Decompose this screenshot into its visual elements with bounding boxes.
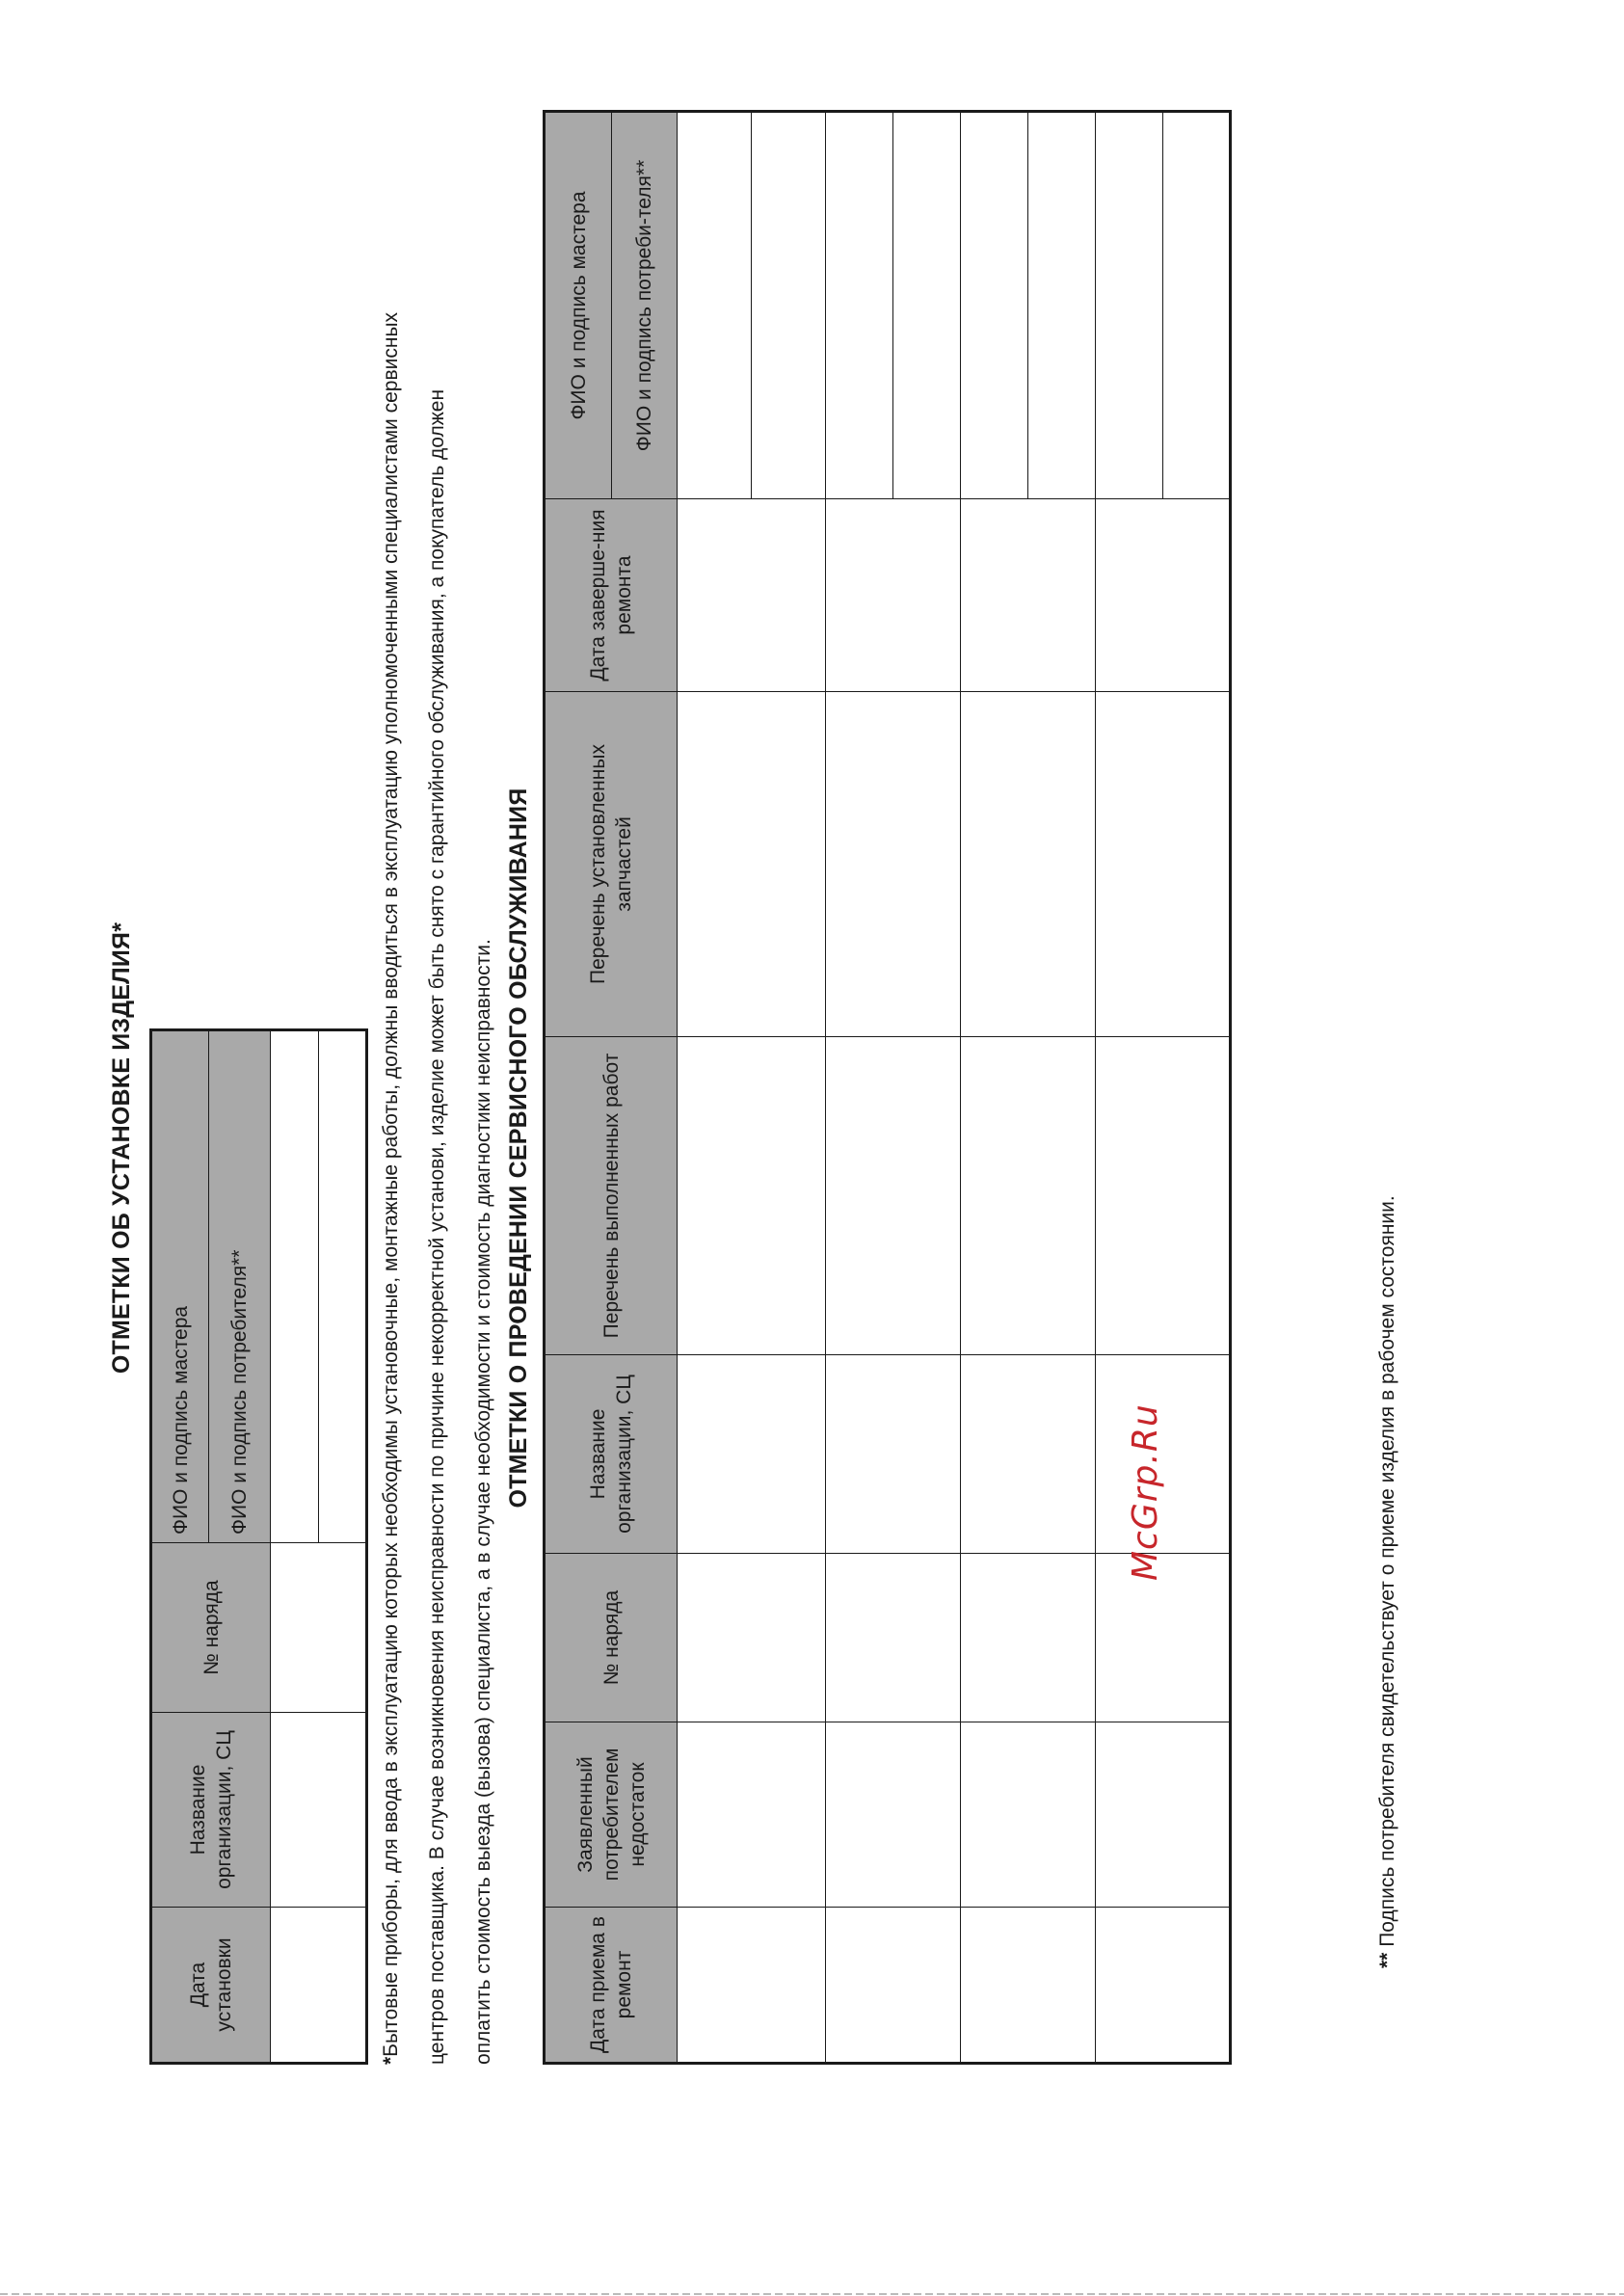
scan-edge-line [0, 2293, 1624, 2295]
consumer-cell[interactable] [752, 112, 826, 499]
header-service-organization: Название организации, СЦ [545, 1355, 678, 1554]
works-cell[interactable] [826, 1037, 961, 1355]
parts-cell[interactable] [678, 692, 826, 1037]
defect-cell[interactable] [1096, 1722, 1231, 1908]
works-cell[interactable] [1096, 1037, 1231, 1355]
receive-date-cell[interactable] [826, 1908, 961, 2064]
service-row [1096, 112, 1163, 2064]
defect-cell[interactable] [961, 1722, 1096, 1908]
note-line-1: *Бытовые приборы, для ввода в эксплуатацию которых необходимы установочные, монтажные работы, должны вводиться в эксплуатацию уполномоченными специалистами сервисных [380, 311, 402, 2065]
defect-cell[interactable] [826, 1722, 961, 1908]
parts-cell[interactable] [1096, 692, 1231, 1037]
service-title: ОТМЕТКИ О ПРОВЕДЕНИИ СЕРВИСНОГО ОБСЛУЖИВАНИЯ [505, 788, 532, 1508]
install-organization-cell[interactable] [271, 1713, 367, 1908]
complete-date-cell[interactable] [1096, 499, 1231, 692]
master-cell[interactable] [1096, 112, 1163, 499]
install-date-cell[interactable] [271, 1908, 367, 2064]
organization-cell[interactable] [678, 1355, 826, 1554]
consumer-cell[interactable] [893, 112, 961, 499]
complete-date-cell[interactable] [961, 499, 1096, 692]
complete-date-cell[interactable] [826, 499, 961, 692]
master-cell[interactable] [678, 112, 752, 499]
note-star: * [380, 2056, 402, 2065]
receive-date-cell[interactable] [678, 1908, 826, 2064]
master-cell[interactable] [826, 112, 893, 499]
header-complete-date: Дата заверше-ния ремонта [545, 499, 678, 692]
note-line-3: оплатить стоимость выезда (вызова) специалиста, а в случае необходимости и стоимость диагностики неисправности. [472, 939, 494, 2065]
header-parts: Перечень установленных запчастей [545, 692, 678, 1037]
header-service-consumer: ФИО и подпись потреби-теля** [612, 112, 678, 499]
header-defect: Заявленный потребителем недостаток [545, 1722, 678, 1908]
header-install-organization: Название организации, СЦ [151, 1713, 271, 1908]
install-consumer-cell[interactable] [319, 1030, 367, 1543]
install-order-cell[interactable] [271, 1543, 367, 1713]
note-line-2: центров поставщика. В случае возникновения неисправности по причине некорректной установи, изделие может быть снято с гарантийного обслуживания, а покупатель должен [426, 388, 448, 2065]
organization-cell[interactable] [961, 1355, 1096, 1554]
header-works: Перечень выполненных работ [545, 1037, 678, 1355]
order-cell[interactable] [961, 1554, 1096, 1722]
header-service-master: ФИО и подпись мастера [545, 112, 612, 499]
receive-date-cell[interactable] [1096, 1908, 1231, 2064]
installation-title: ОТМЕТКИ ОБ УСТАНОВКЕ ИЗДЕЛИЯ* [108, 921, 135, 1375]
footnote-text: Подпись потребителя свидетельствует о приеме изделия в рабочем состоянии. [1376, 1195, 1398, 1947]
service-table [543, 110, 1232, 2065]
order-cell[interactable] [678, 1554, 826, 1722]
header-service-order: № наряда [545, 1554, 678, 1722]
header-install-date: Дата установки [151, 1908, 271, 2064]
install-master-cell[interactable] [271, 1030, 319, 1543]
consumer-cell[interactable] [1028, 112, 1096, 499]
header-install-order: № наряда [151, 1543, 271, 1713]
works-cell[interactable] [961, 1037, 1096, 1355]
installation-note [368, 312, 507, 2065]
service-row [961, 112, 1028, 2064]
organization-cell[interactable] [826, 1355, 961, 1554]
service-row [826, 112, 893, 2064]
order-cell[interactable] [826, 1554, 961, 1722]
header-install-consumer: ФИО и подпись потребителя** [209, 1030, 271, 1543]
installation-table [149, 1028, 368, 2065]
defect-cell[interactable] [678, 1722, 826, 1908]
footnote-star: ** [1376, 1952, 1398, 1968]
receive-date-cell[interactable] [961, 1908, 1096, 2064]
service-row [678, 112, 752, 2064]
header-install-master: ФИО и подпись мастера [151, 1030, 209, 1543]
works-cell[interactable] [678, 1037, 826, 1355]
watermark-logo: McGrp.Ru [1126, 1403, 1165, 1581]
header-receive-date: Дата приема в ремонт [545, 1908, 678, 2064]
footnote [1376, 1195, 1399, 1968]
master-cell[interactable] [961, 112, 1028, 499]
complete-date-cell[interactable] [678, 499, 826, 692]
parts-cell[interactable] [961, 692, 1096, 1037]
consumer-cell[interactable] [1163, 112, 1231, 499]
parts-cell[interactable] [826, 692, 961, 1037]
